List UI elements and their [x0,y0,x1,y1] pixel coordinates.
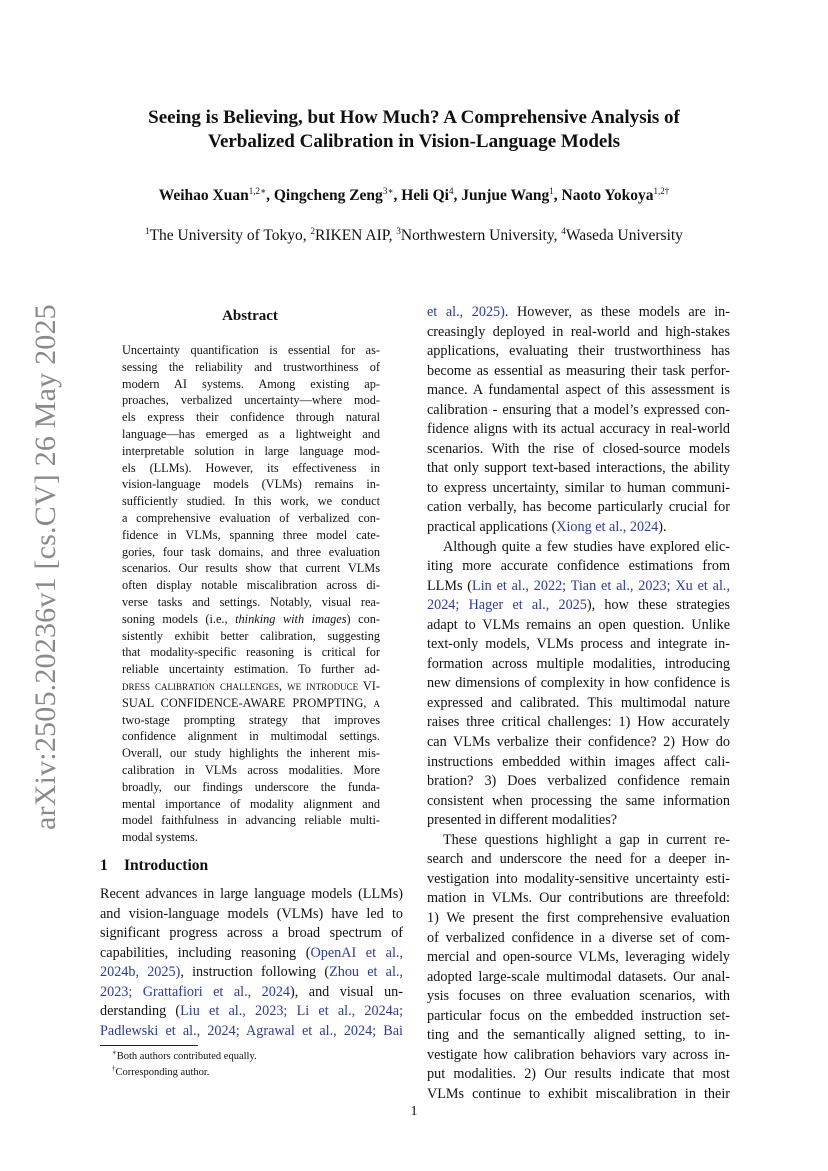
abstract-line: sufficiently studied. In this work, we conduct [122,494,380,509]
body-line: formation across multiple modalities, introducing [427,655,730,672]
author-name: Qingcheng Zeng [273,187,383,204]
body-line: applications, evaluating their trustworthiness has [427,343,730,360]
title-line-1: Seeing is Believing, but How Much? A Comprehensive Analysis of [148,107,680,128]
abstract-line: els express their confidence through natural [122,410,380,425]
abstract-body [122,342,380,846]
footnote-mark: † [112,1064,116,1072]
footnotes [112,1049,412,1080]
footnote [112,1049,412,1065]
body-line: 2023; Grattafiori et al., 2024), and visual un- [100,983,403,1000]
page-number: 1 [410,1104,418,1119]
body-line: et al., 2025). However, as these models are in- [427,304,731,320]
body-line: particular focus on the embedded instruction set- [427,1007,730,1024]
abstract-line: verse tasks and settings. Notably, visual rea- [122,594,380,609]
section-title: Introduction [124,857,209,874]
abstract-line: scenarios. Our results show that current VLMs [122,561,380,576]
intro-right-column [427,303,730,1104]
affil-name: The University of Tokyo [149,227,303,244]
abstract-line: a comprehensive evaluation of verbalized con- [122,510,380,525]
body-line: text-only models, VLMs process and integrate in- [427,636,730,653]
abstract-line: els (LLMs). However, its effectiveness in [122,460,380,475]
body-line: and vision-language models (VLMs) have led to [100,905,403,922]
body-line: new dimensions of complexity in how confidence is [427,675,730,692]
body-line: presented in different modalities? [427,812,618,829]
author-mark: 1 [549,185,554,196]
affil-mark: 4 [561,225,566,236]
abstract-line: modal systems. [122,830,198,845]
body-line: consistent when processing the same information [427,792,730,809]
body-line: Recent advances in large language models (LLMs) [100,886,403,902]
body-line: become as essential as measuring their task perfor- [427,362,730,379]
abstract-line: that modality-specific reasoning is critical for [122,645,380,660]
section-heading-introduction [100,856,400,876]
intro-left-column [100,885,403,1041]
abstract-line: gories, four task domains, and three evaluation [122,544,380,559]
footnote-text: Corresponding author. [115,1066,210,1078]
abstract-line: confidence alignment in multimodal settings. [122,729,380,744]
body-line: that only support text-based interactions, the ability [427,460,730,477]
affil-name: Waseda University [565,227,683,244]
abstract-line: SUAL CONFIDENCE-AWARE PROMPTING, a [122,695,380,710]
body-line: iting more accurate confidence estimations from [427,558,730,575]
abstract-line: two-stage prompting strategy that improves [122,712,380,727]
abstract-line: interpretable solution in large language mod- [122,443,380,458]
body-line: expressed and calibrated. This multimodal nature [427,694,730,711]
arxiv-stamp: arXiv:2505.20236v1 [cs.CV] 26 May 2025 [29,304,62,830]
paper-title [100,106,728,154]
body-line: instructions embedded within images affect cali- [427,753,730,770]
author-name: Heli Qi [401,187,449,204]
author-name: Naoto Yokoya [561,187,654,204]
body-line: derstanding (Liu et al., 2023; Li et al., 2024a; [100,1003,404,1020]
author-mark: 1,2∗ [248,185,267,196]
abstract-line: sessing the reliability and trustworthiness of [122,359,380,374]
body-line: 2024b, 2025), instruction following (Zhou et al., [100,964,403,981]
body-line: Padlewski et al., 2024; Agrawal et al., 2024; Bai [100,1022,403,1039]
body-line: 1) We present the first comprehensive evaluation [427,909,730,926]
footnote-text: Both authors contributed equally. [116,1051,257,1062]
body-line: vestigate how calibration behaviors vary across in- [427,1046,730,1063]
abstract-line: dress calibration challenges, we introduce VI- [122,678,380,693]
body-line: calibration - ensuring that a model’s expressed con- [427,401,730,418]
affiliations: $^1$The University of Tokyo, $^2$RIKEN AIP, $^3$Northwestern University, $^4$Waseda University [145,225,683,244]
abstract-line: calibration in VLMs across modalities. More [122,762,380,777]
body-line: mation in VLMs. Our contributions are threefold: [427,890,730,907]
author-list: Weihao Xuan$^{1,2∗}$, Qingcheng Zeng$^{3∗}$, Heli Qi$^4$, Junjue Wang$^1$, Naoto Yokoya$^{1,2\dagger}$ [158,185,670,204]
abstract-line: soning models (i.e., thinking with images) con- [122,611,380,626]
footnote-mark: ∗ [112,1048,117,1057]
body-line: put modalities. 2) Our results indicate that most [427,1066,730,1083]
body-line: creasingly deployed in real-world and high-stakes [427,323,730,340]
abstract-line: broadly, our findings underscore the funda- [122,779,380,794]
body-line: practical applications (Xiong et al., 2024). [427,519,667,536]
body-line: significant progress across a broad spectrum of [100,925,403,942]
body-line: fidence aligns with its actual accuracy in real-world [427,421,730,438]
affil-mark: 3 [396,225,401,236]
body-line: can VLMs verbalize their confidence? 2) How do [427,734,730,751]
section-number: 1 [100,857,108,874]
body-line: Although quite a few studies have explored elic- [443,538,730,555]
body-line: capabilities, including reasoning (OpenAI et al., [100,944,403,961]
title-line-2: Verbalized Calibration in Vision-Language Models [207,131,621,152]
abstract-line: fidence in VLMs, spanning three model cate- [122,527,380,542]
abstract-line: mental importance of modality alignment and [122,796,380,811]
author-mark: 1,2† [653,185,670,196]
author-name: Weihao Xuan [158,187,249,204]
body-line: mercial and open-source VLMs, leveraging widely [427,949,730,966]
body-line: adapt to VLMs remains an open question. Unlike [427,616,730,633]
body-line: VLMs continue to exhibit miscalibration in their [427,1085,730,1102]
abstract-line: modern AI systems. Among existing ap- [122,376,380,391]
body-line: vestigation into modality-sensitive uncertainty esti- [427,870,730,887]
author-mark: 4 [448,185,454,196]
footnote-rule [100,1045,198,1046]
affil-name: RIKEN AIP [315,227,389,244]
body-line: adopted large-scale multimodal datasets. Our anal- [427,968,730,985]
body-line: These questions highlight a gap in current re- [443,831,730,848]
body-line: mance. A fundamental aspect of this assessment is [427,382,730,399]
body-line: search and underscore the need for a deeper in- [427,851,730,868]
footnote [112,1065,412,1081]
body-line: bration? 3) Does verbalized confidence remain [427,773,730,790]
abstract-line: reliable uncertainty estimation. To further ad- [122,662,380,677]
abstract-line: sistently exhibit better calibration, suggesting [122,628,380,643]
body-line: ting and the semantically aligned setting, to in- [427,1027,730,1044]
body-line: scenarios. With the rise of closed-source models [427,440,730,457]
author-mark: 3∗ [382,185,394,196]
abstract-line: language—has emerged as a lightweight and [122,426,380,441]
abstract-line: model faithfulness in advancing reliable multi- [122,813,380,828]
body-line: ysis focuses on three evaluation scenarios, with [427,988,730,1005]
author-name: Junjue Wang [461,187,550,204]
body-line: of verbalized confidence in a diverse set of com- [427,929,730,946]
affil-mark: 1 [145,225,150,236]
body-line: raises three critical challenges: 1) How accurately [427,714,730,731]
abstract-line: proaches, verbalized uncertainty—where mod- [122,393,380,408]
body-line: to express uncertainty, similar to human communi- [427,479,730,496]
abstract-line: vision-language models (VLMs) remains in- [122,477,380,492]
body-line: cation verbally, has become particularly crucial for [427,499,730,516]
body-line: 2024; Hager et al., 2025), how these strategies [427,597,731,614]
body-line: LLMs (Lin et al., 2022; Tian et al., 2023; Xu et al., [427,577,731,594]
affil-name: Northwestern University [400,227,554,244]
abstract-line: Uncertainty quantification is essential for as- [122,343,380,357]
affil-mark: 2 [310,225,315,236]
abstract-line: Overall, our study highlights the inherent mis- [122,746,380,761]
abstract-line: often display notable miscalibration across di- [122,578,380,593]
abstract-heading: Abstract [222,308,278,324]
